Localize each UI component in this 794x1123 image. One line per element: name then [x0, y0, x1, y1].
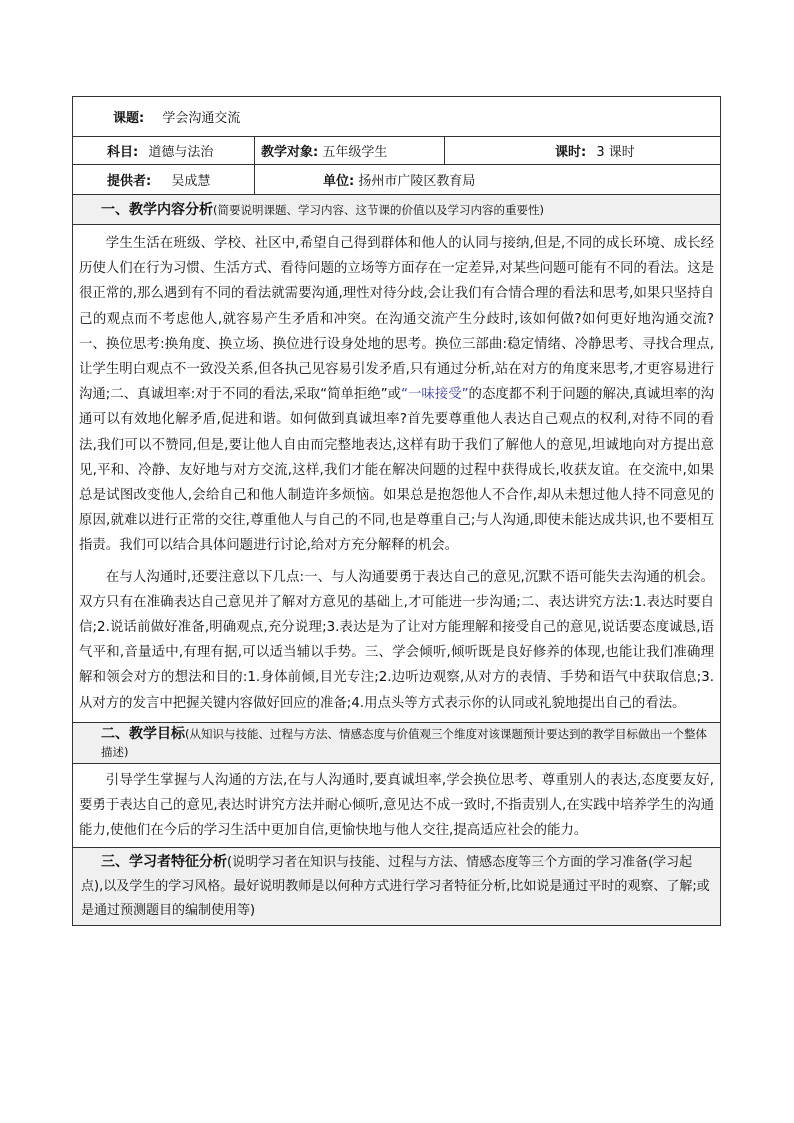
section1-body	[73, 225, 721, 723]
unit-label: 单位:	[323, 174, 355, 189]
subject-value: 道德与法治	[148, 145, 214, 160]
topic-value: 学会沟通交流	[162, 111, 241, 126]
section2-paragraph: 引导学生掌握与人沟通的方法,在与人沟通时,要真诚坦率,学会换位思考、尊重别人的表达,态度要友好,要勇于表达自己的意见,表达时讲究方法并耐心倾听,意见达不成一致时,不指责别人,在实践中培养学生的沟通能力,使他们在今后的学习生活中更加自信,更愉快地与他人交往,提高适应社会的能力。	[79, 772, 715, 839]
provider-row	[73, 165, 721, 195]
section3-heading: 三、学习者特征分析	[101, 854, 227, 871]
section1-para1-part-a: 学生生活在班级、学校、社区中,希望自己得到群体和他人的认同与接纳,但是,不同的成长环境、成长经历使人们在行为习惯、生活方式、看待问题的立场等方面存在一定差异,对某些问题可能有不同的看法。这是很正常的,那么遇到有不同的看法就需要沟通,理性对待分歧,会让我们有合情合理的看法和思考,如果只坚持自己的观点而不考虑他人,就容易产生矛盾和冲突。在沟通交流产生分歧时,该如何做?如何更好地沟通交流?一、换位思考:换角度、换立场、换位进行设身处地的思考。换位三部曲:稳定情绪、冷静思考、寻找合理点,让学生明白观点不一致没关系,但各执己见容易引发矛盾,只有通过分析,站在对方的角度来思考,才更容易进行沟通;二、真诚坦率:对于不同的看法,采取“简单拒绝”或	[79, 236, 715, 403]
section3-header	[73, 848, 721, 926]
lesson-plan-table	[72, 96, 721, 926]
section3-note: (说明学习者在知识与技能、过程与方法、情感态度等三个方面的学习准备(学习起点),以及学生的学习风格。最好说明教师是以何种方式进行学习者特征分析,比如说是通过平时的观察、了解;或是通过预测题目的编制使用等)	[81, 855, 710, 919]
subject-row	[73, 137, 721, 165]
lesson-plan	[72, 96, 720, 926]
section1-header	[73, 195, 721, 225]
audience-value: 五年级学生	[322, 145, 388, 160]
provider-label: 提供者:	[107, 174, 152, 189]
section2-heading: 二、教学目标	[101, 725, 185, 742]
hours-value: 3 课时	[596, 145, 635, 160]
topic-label: 课题:	[113, 111, 145, 126]
hours-label: 课时:	[555, 145, 587, 160]
section2-note: (从知识与技能、过程与方法、情感态度与价值观三个维度对该课题预计要达到的教学目标做出一个整体描述)	[101, 726, 707, 759]
audience-label: 教学对象:	[261, 145, 319, 160]
section1-quote: “一味接受”	[401, 387, 469, 403]
subject-label: 科目:	[107, 145, 139, 160]
provider-value: 吴成慧	[171, 174, 211, 189]
section2-body	[73, 763, 721, 848]
section1-note: (简要说明课题、学习内容、这节课的价值以及学习内容的重要性)	[213, 202, 544, 217]
section1-heading: 一、教学内容分析	[101, 201, 213, 218]
section1-paragraph-2: 在与人沟通时,还要注意以下几点:一、与人沟通要勇于表达自己的意见,沉默不语可能失去沟通的机会。双方只有在准确表达自己意见并了解对方意见的基础上,才可能进一步沟通;二、表达讲究方法:1.表达时要自信;2.说话前做好准备,明确观点,充分说理;3.表达是为了让对方能理解和接受自己的意见,说话要态度诚恳,语气平和,音量适中,有理有据,可以适当辅以手势。三、学会倾听,倾听既是良好修养的体现,也能让我们准确理解和领会对方的想法和目的:1.身体前倾,目光专注;2.边听边观察,从对方的表情、手势和语气中获取信息;3.从对方的发言中把握关键内容做好回应的准备;4.用点头等方式表示你的认同或礼貌地提出自己的看法。	[79, 569, 715, 711]
section1-para1-part-b: 的态度都不利于问题的解决,真诚坦率的沟通可以有效地化解矛盾,促进和谐。如何做到真诚坦率?首先要尊重他人表达自己观点的权利,对待不同的看法,我们可以不赞同,但是,要让他人自由而完整地表达,这样有助于我们了解他人的意见,坦诚地向对方提出意见,平和、冷静、友好地与对方交流,这样,我们才能在解决问题的过程中获得成长,收获友谊。在交流中,如果总是试图改变他人,会给自己和他人制造许多烦恼。如果总是抱怨他人不合作,却从未想过他人持不同意见的原因,就难以进行正常的交往,尊重他人与自己的不同,也是尊重自己;与人沟通,即使未能达成共识,也不要相互指责。我们可以结合具体问题进行讨论,给对方充分解释的机会。	[79, 387, 715, 554]
section1-paragraph-1	[79, 231, 714, 559]
topic-row	[73, 97, 721, 137]
unit-value: 扬州市广陵区教育局	[358, 174, 476, 189]
section2-header	[73, 722, 721, 763]
